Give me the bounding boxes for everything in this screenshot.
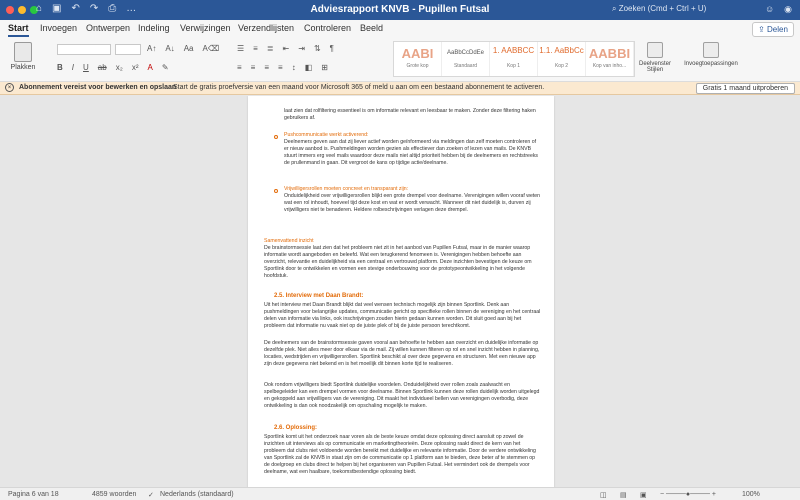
section-title: Samenvattend inzicht xyxy=(264,238,314,244)
proofing-icon[interactable]: ✓ xyxy=(148,492,154,499)
align-left-icon[interactable]: ≡ xyxy=(237,63,242,72)
page-count[interactable]: Pagina 6 van 18 xyxy=(8,491,59,498)
subscription-banner xyxy=(0,82,800,95)
font-format-controls xyxy=(57,63,169,72)
bullet-icon xyxy=(274,135,278,139)
paragraph: De deelnemers van de brainstormsessie gaven vooral aan behoefte te hebben aan overzicht en duidelijke informatie op dezelfde plek. Niet alles meer door elkaar via de mail. Zij willen kunnen filteren op rol en snel inzicht hebben in planning, locaties, wedstrijden en vrijwilligersrollen. Sportlink beschikt al over deze gegevens en structuren. Met een nieuwe app zijn deze gegevens niet bekend en is het moeilijk dit binnen korte tijd te realiseren. xyxy=(264,340,540,368)
close-icon[interactable]: × xyxy=(5,83,14,92)
font-color-icon[interactable]: A xyxy=(147,63,153,72)
print-icon[interactable]: ⎙ xyxy=(108,3,117,14)
search-placeholder: Zoeken (Cmd + Ctrl + U) xyxy=(618,4,707,13)
tab-verwijzingen[interactable]: Verwijzingen xyxy=(180,23,231,33)
paste-button[interactable] xyxy=(8,42,38,71)
paragraph: laat zien dat rolfiltering essentieel is om informatie relevant en leesbaar te maken. Zonder deze filtering haken gebruikers af. xyxy=(284,108,536,122)
trial-button[interactable]: Gratis 1 maand uitproberen xyxy=(696,83,795,94)
share-label: Delen xyxy=(767,25,788,34)
heading-2-5: 2.5. Interview met Daan Brandt: xyxy=(274,293,364,299)
more-icon[interactable]: … xyxy=(126,3,137,14)
redo-icon[interactable]: ↷ xyxy=(89,3,99,14)
sort-icon[interactable]: ⇅ xyxy=(313,44,321,53)
font-size-controls xyxy=(147,44,219,53)
paste-label: Plakken xyxy=(10,64,36,71)
style-sample: 1. AABBCC xyxy=(492,46,535,55)
case-icon[interactable]: Aa xyxy=(183,44,194,53)
clipboard-icon xyxy=(14,42,32,62)
window-title: Adviesrapport KNVB - Pupillen Futsal xyxy=(310,4,490,15)
styles-pane-button[interactable] xyxy=(638,42,672,73)
borders-icon[interactable]: ⊞ xyxy=(321,63,328,72)
font-family-select[interactable] xyxy=(57,44,111,55)
underline-icon[interactable]: U xyxy=(83,63,89,72)
tab-indeling[interactable]: Indeling xyxy=(138,23,170,33)
style-name: Grote kop xyxy=(406,63,429,69)
share-icon: ⇪ xyxy=(758,25,768,34)
ribbon-tabs xyxy=(0,20,800,38)
paragraph: Onduidelijkheid over vrijwilligersrollen blijkt een grote drempel voor deelname. Verenigingen willen vooraf weten wat een rol inhoudt, hoeveel tijd deze kost en wat er wordt verwacht. Wanneer dit niet duidelijk is, durven zij vrijwilligers niet te benaderen. Heldere rolbeschrijvingen verlagen deze drempel. xyxy=(284,193,541,214)
bullet-title: Vrijwilligersrollen moeten concreet en transparant zijn: xyxy=(284,186,409,192)
numbering-icon[interactable]: ≡ xyxy=(253,44,258,53)
style-grote-kop[interactable] xyxy=(394,42,442,76)
multilevel-icon[interactable]: ≣ xyxy=(266,44,274,53)
heading-2-6: 2.6. Oplossing: xyxy=(274,425,318,431)
bullets-icon[interactable]: ☰ xyxy=(237,44,245,53)
document-canvas[interactable] xyxy=(0,96,800,487)
grow-font-icon[interactable]: A↑ xyxy=(147,44,157,53)
style-sample: AABBI xyxy=(588,46,631,60)
search-icon: ⌕ xyxy=(612,4,619,13)
strikethrough-icon[interactable]: ab xyxy=(97,63,107,72)
decrease-indent-icon[interactable]: ⇤ xyxy=(282,44,290,53)
styles-pane-icon xyxy=(647,42,663,58)
banner-text: Start de gratis proefversie van een maand voor Microsoft 365 of meld u aan om een bestaand abonnement te activeren. xyxy=(173,84,545,91)
style-sample: 1.1. AaBbCc xyxy=(539,46,584,55)
style-kop-van-inhoud[interactable] xyxy=(586,42,634,76)
italic-icon[interactable]: I xyxy=(71,63,75,72)
style-name: Kop 1 xyxy=(506,63,521,69)
addins-label: Invoegtoepassingen xyxy=(684,61,738,67)
font-size-select[interactable] xyxy=(115,44,141,55)
smiley-icon[interactable]: ☺ xyxy=(764,4,775,14)
justify-icon[interactable]: ≡ xyxy=(278,63,283,72)
tab-start[interactable]: Start xyxy=(8,23,29,37)
zoom-level: 100% xyxy=(742,491,760,498)
styles-gallery xyxy=(393,41,635,77)
language[interactable]: Nederlands (standaard) xyxy=(160,491,234,498)
search-input[interactable] xyxy=(612,4,742,16)
undo-icon[interactable]: ↶ xyxy=(71,3,80,14)
shading-icon[interactable]: ◧ xyxy=(304,63,313,72)
style-name: Kop 2 xyxy=(554,63,569,69)
word-count[interactable]: 4859 woorden xyxy=(92,491,137,498)
superscript-icon[interactable]: x² xyxy=(131,63,139,72)
ribbon-toolbar xyxy=(0,38,800,82)
style-sample: AABI xyxy=(401,46,434,60)
home-icon[interactable]: ⌂ xyxy=(36,3,43,14)
banner-bold-text: Abonnement vereist voor bewerken en opslaan xyxy=(19,84,177,91)
tab-beeld[interactable]: Beeld xyxy=(360,23,384,33)
title-right-icons xyxy=(765,4,792,15)
clear-format-icon[interactable]: A⌫ xyxy=(202,44,220,53)
tab-verzendlijsten[interactable]: Verzendlijsten xyxy=(238,23,295,33)
print-layout-icon[interactable]: ▣ xyxy=(640,492,647,499)
paragraph: Deelnemers geven aan dat zij liever actief worden geïnformeerd via meldingen dan zelf moeten controleren of er nieuw aanbod is. Pushmeldingen worden gezien als effectiever dan zoeken of lezen van mails. De KNVB stuurt immers erg veel mails waardoor deze mails niet altijd prioriteit hebben bij de deelnemers en rechtstreeks de prullenmand in gaan. Dit vergroot de kans op tijdige actie/deelname. xyxy=(284,139,539,167)
style-kop-2[interactable] xyxy=(538,42,586,76)
align-right-icon[interactable]: ≡ xyxy=(264,63,270,72)
line-spacing-icon[interactable]: ↕ xyxy=(291,63,296,72)
zoom-slider[interactable]: − ────●──── + xyxy=(660,491,716,498)
paragraph-align-controls xyxy=(237,63,328,72)
account-icon[interactable]: ◉ xyxy=(784,4,792,14)
addins-button[interactable] xyxy=(680,42,742,67)
focus-icon[interactable]: ◫ xyxy=(600,492,607,499)
bold-icon[interactable]: B xyxy=(57,63,63,72)
style-standaard[interactable] xyxy=(442,42,490,76)
tab-ontwerpen[interactable]: Ontwerpen xyxy=(86,23,131,33)
style-kop-1[interactable] xyxy=(490,42,538,76)
increase-indent-icon[interactable]: ⇥ xyxy=(298,44,305,53)
status-bar xyxy=(0,487,800,500)
style-name: Kop van inho... xyxy=(592,63,627,69)
paragraph: Ook rondom vrijwilligers biedt Sportlink duidelijke voordelen. Onduidelijkheid over rollen zoals zaalwacht en spelbegeleider kan een drempel vormen voor deelname. Binnen Sportlink kunnen deze rollen duidelijk worden uitgelegd en gekoppeld aan vrijwilligers van de vereniging. Dit maakt het individueel bellen van verenigingen overbodig, deze ontwikkeling is dan ook noodzakelijk om opschaling mogelijk te maken. xyxy=(264,382,540,410)
shrink-font-icon[interactable]: A↓ xyxy=(165,44,175,53)
styles-pane-label: Deelvenster Stijlen xyxy=(638,61,671,73)
save-icon[interactable]: ▣ xyxy=(52,3,62,14)
share-button[interactable] xyxy=(752,22,794,37)
tab-controleren[interactable]: Controleren xyxy=(304,23,352,33)
paragraph: Sportlink komt uit het onderzoek naar voren als de beste keuze omdat deze oplossing direct aansluit op zowel de inzichten uit interviews als op communicatie en marketingtheorieën. Deze oplossing raakt direct de kern van het probleem dat clubs niet voldoende worden bereikt met duidelijke en relevante informatie. Door de verdere ontwikkeling van Sportlink zal de KNVB in staat zijn om de communicatie op 1 platform aan te bieden, deze beter af te stemmen op de doelgroep en clubs direct te helpen bij het organiseren van Pupillen Futsal. Het vermindert ook de drempels voor deelname, wat een haalbare, toekomstbestendige oplossing biedt. xyxy=(264,434,536,476)
title-bar xyxy=(0,0,800,20)
bullet-icon xyxy=(274,189,278,193)
paragraph-list-controls xyxy=(237,44,334,53)
tab-invoegen[interactable]: Invoegen xyxy=(40,23,78,33)
read-mode-icon[interactable]: ▤ xyxy=(620,492,627,499)
highlight-icon[interactable]: ✎ xyxy=(161,63,169,72)
subscript-icon[interactable]: x₂ xyxy=(115,63,123,72)
style-name: Standaard xyxy=(453,63,478,69)
document-page[interactable] xyxy=(248,96,554,487)
paragraph: Uit het interview met Daan Brandt blijkt dat veel wensen technisch mogelijk zijn binnen Sportlink. Denk aan pushmeldingen voor belangrijke updates, communicatie gericht op specifieke rollen binnen de vereniging en het centraal delen van informatie via links, ook inschrijvingen zouden hierin gedaan kunnen worden. Dit sluit goed aan bij het probleem dat informatie nu vaak niet op de juiste plek of bij de juiste persoon terechtkomt. xyxy=(264,302,541,330)
align-center-icon[interactable]: ≡ xyxy=(250,63,256,72)
style-sample: AaBbCcDdEe xyxy=(446,50,485,56)
paragraph: De brainstormsessie laat zien dat het probleem niet zit in het aanbod van Pupillen Futsal, maar in de manier waarop informatie wordt aangeboden en beleefd. Wat een terugkerend fenomeen is. Verenigingen hebben behoefte aan overzicht, relevantie en duidelijkheid via een centraal en vertrouwd platform. Deze inzichten bevestigen de keuze om Sportlink door te ontwikkelen en vormen een stevige onderbouwing voor de prototypeontwikkeling in het volgende hoofdstuk. xyxy=(264,245,532,280)
addins-icon xyxy=(703,42,719,58)
bullet-title: Pushcommunicatie werkt activerend: xyxy=(284,132,369,138)
pilcrow-icon[interactable]: ¶ xyxy=(329,44,334,53)
